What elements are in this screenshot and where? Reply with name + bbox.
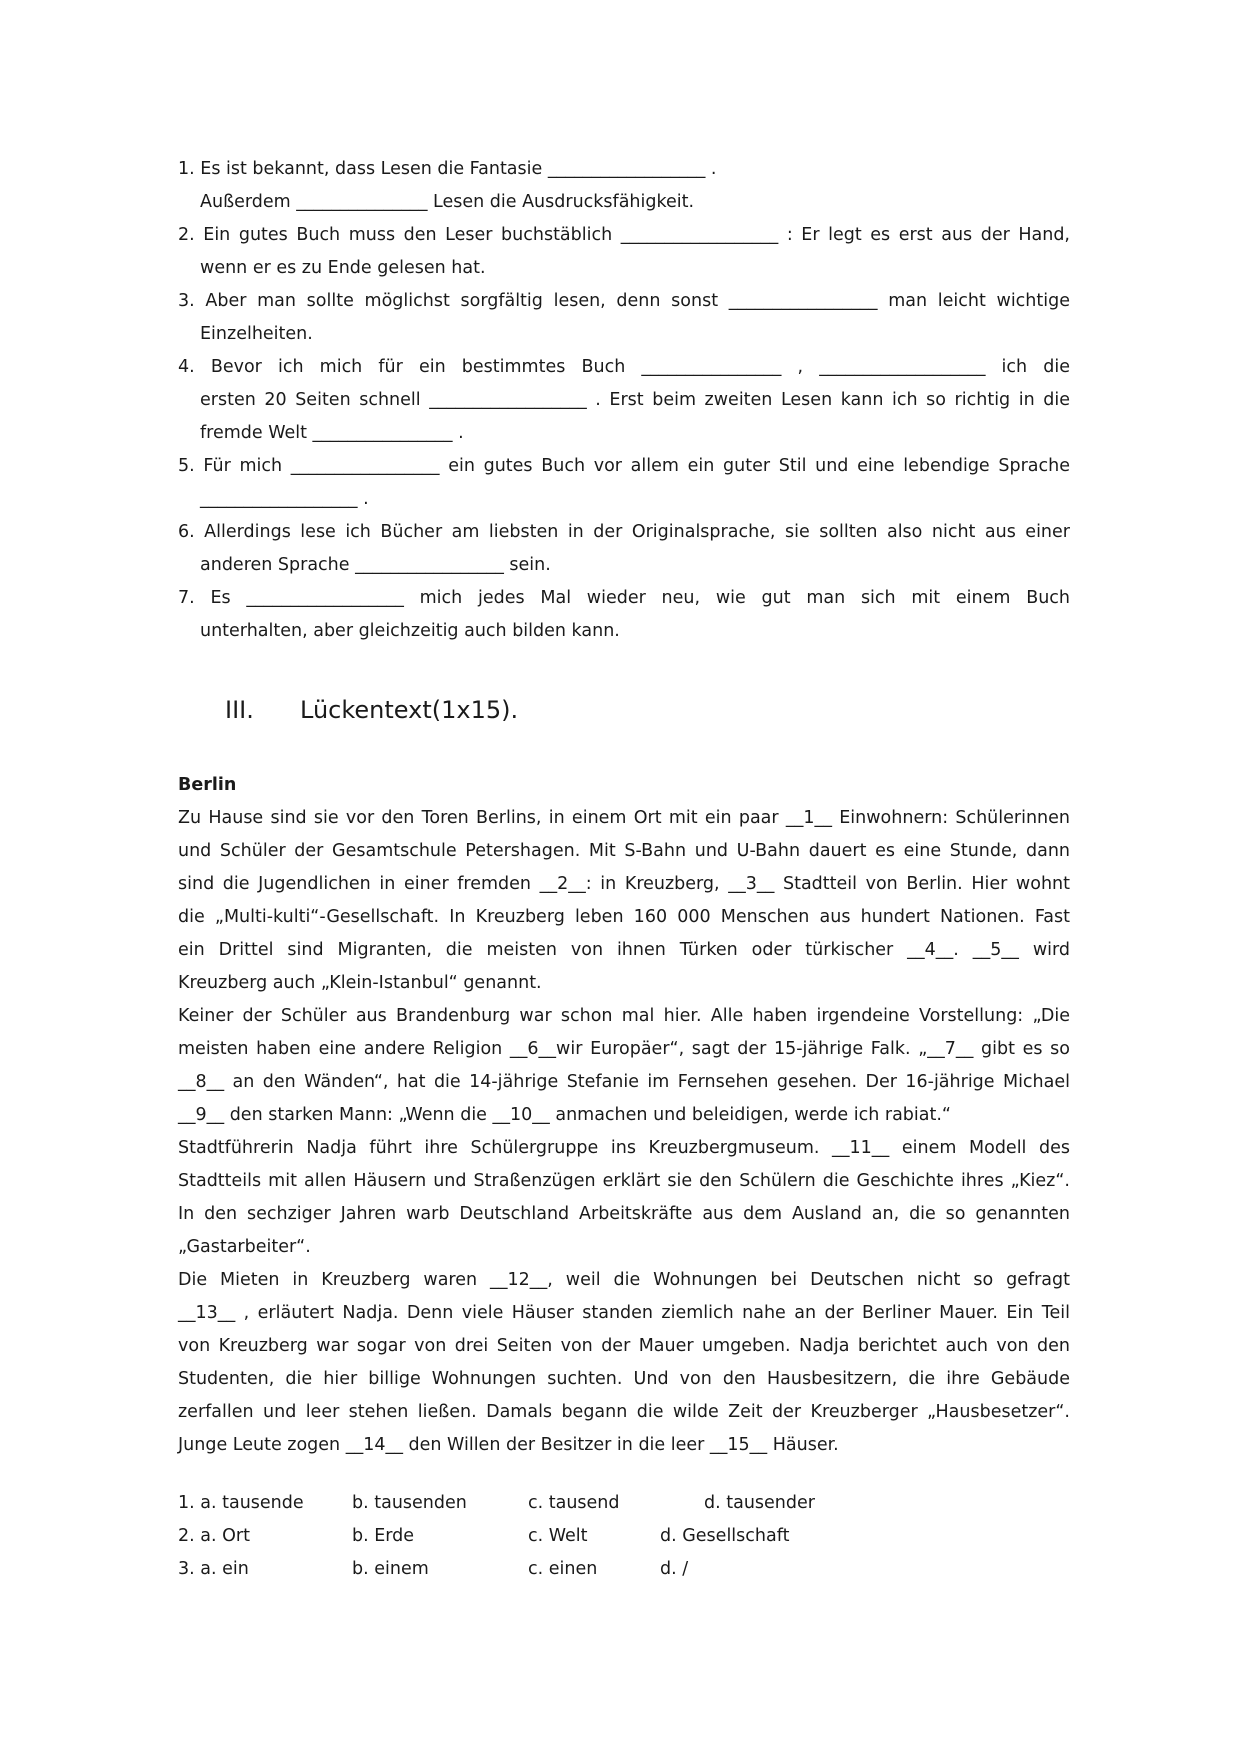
exercise-line: 7. Es __________________ mich jedes Mal wieder neu, wie gut man sich mit einem Buch — [178, 588, 1070, 608]
text-line: ein Drittel sind Migranten, die meisten von ihnen Türken oder türkischer __4__. __5__ wird — [178, 940, 1070, 960]
text-line: In den sechziger Jahren warb Deutschland Arbeitskräfte aus dem Ausland an, die so genannten — [178, 1204, 1070, 1224]
text-line: Stadtführerin Nadja führt ihre Schülergruppe ins Kreuzbergmuseum. __11__ einem Modell des — [178, 1138, 1070, 1158]
text-line: Stadtteils mit allen Häusern und Straßenzügen erklärt sie den Schülern die Geschichte ihres „Kiez“. — [178, 1171, 1070, 1191]
text-line: __13__ , erläutert Nadja. Denn viele Häuser standen ziemlich nahe an der Berliner Mauer. Ein Teil — [178, 1303, 1070, 1323]
text-line: Zu Hause sind sie vor den Toren Berlins, in einem Ort mit ein paar __1__ Einwohnern: Schülerinnen — [178, 808, 1070, 828]
text-line: zerfallen und leer stehen ließen. Damals begann die wilde Zeit der Kreuzberger „Hausbesetzer“. — [178, 1402, 1070, 1422]
option-a: 3. a. ein — [178, 1559, 249, 1579]
text-line: __9__ den starken Mann: „Wenn die __10__ anmachen und beleidigen, werde ich rabiat.“ — [178, 1105, 951, 1125]
exercise-line: Außerdem _______________ Lesen die Ausdrucksfähigkeit. — [200, 192, 695, 212]
option-b: b. tausenden — [352, 1493, 467, 1513]
text-line: Studenten, die hier billige Wohnungen suchten. Und von den Hausbesitzern, die ihre Gebäude — [178, 1369, 1070, 1389]
text-line: meisten haben eine andere Religion __6__wir Europäer“, sagt der 15-jährige Falk. „__7__ gibt es so — [178, 1039, 1070, 1059]
option-d: d. tausender — [704, 1493, 815, 1513]
text-line: von Kreuzberg war sogar von drei Seiten von der Mauer umgeben. Nadja berichtet auch von den — [178, 1336, 1070, 1356]
exercise-line: 3. Aber man sollte möglichst sorgfältig lesen, denn sonst _________________ man leicht wichtige — [178, 291, 1070, 311]
text-line: und Schüler der Gesamtschule Petershagen. Mit S-Bahn und U-Bahn dauert es eine Stunde, dann — [178, 841, 1070, 861]
exercise-line: __________________ . — [200, 489, 369, 509]
text-line: die „Multi-kulti“-Gesellschaft. In Kreuzberg leben 160 000 Menschen aus hundert Nationen. Fast — [178, 907, 1070, 927]
exercise-line: unterhalten, aber gleichzeitig auch bilden kann. — [200, 621, 620, 641]
option-c: c. Welt — [528, 1526, 588, 1546]
section-heading — [225, 690, 518, 730]
text-line: Die Mieten in Kreuzberg waren __12__, weil die Wohnungen bei Deutschen nicht so gefragt — [178, 1270, 1070, 1290]
text-line: Keiner der Schüler aus Brandenburg war schon mal hier. Alle haben irgendeine Vorstellung: „Die — [178, 1006, 1070, 1026]
exercise-line: 5. Für mich _________________ ein gutes Buch vor allem ein guter Stil und eine lebendige Sprache — [178, 456, 1070, 476]
exercise-line: ersten 20 Seiten schnell __________________ . Erst beim zweiten Lesen kann ich so richtig in die — [200, 390, 1070, 410]
exercise-line: Einzelheiten. — [200, 324, 313, 344]
option-b: b. Erde — [352, 1526, 415, 1546]
text-line: sind die Jugendlichen in einer fremden __2__: in Kreuzberg, __3__ Stadtteil von Berlin. Hier wohnt — [178, 874, 1070, 894]
text-line: __8__ an den Wänden“, hat die 14-jährige Stefanie im Fernsehen gesehen. Der 16-jährige Michael — [178, 1072, 1070, 1092]
option-b: b. einem — [352, 1559, 429, 1579]
option-c: c. tausend — [528, 1493, 620, 1513]
exercise-2-list — [178, 153, 1070, 648]
exercise-line: anderen Sprache _________________ sein. — [200, 555, 551, 575]
option-c: c. einen — [528, 1559, 598, 1579]
exercise-line: fremde Welt ________________ . — [200, 423, 464, 443]
exercise-line: 6. Allerdings lese ich Bücher am liebsten in der Originalsprache, sie sollten also nicht aus einer — [178, 522, 1070, 542]
exercise-line: wenn er es zu Ende gelesen hat. — [200, 258, 486, 278]
option-d: d. / — [660, 1559, 689, 1579]
text-line: Kreuzberg auch „Klein-Istanbul“ genannt. — [178, 973, 542, 993]
option-a: 1. a. tausende — [178, 1493, 304, 1513]
text-title: Berlin — [178, 775, 237, 795]
option-a: 2. a. Ort — [178, 1526, 250, 1546]
text-line: Junge Leute zogen __14__ den Willen der Besitzer in die leer __15__ Häuser. — [178, 1435, 839, 1455]
cloze-text — [178, 769, 1070, 1462]
text-line: „Gastarbeiter“. — [178, 1237, 311, 1257]
exercise-line: 2. Ein gutes Buch muss den Leser buchstäblich __________________ : Er legt es erst aus der Hand, — [178, 225, 1070, 245]
section-number: III. — [225, 696, 254, 724]
option-d: d. Gesellschaft — [660, 1526, 790, 1546]
section-title: Lückentext(1x15). — [300, 696, 519, 724]
exercise-line: 4. Bevor ich mich für ein bestimmtes Buch ________________ , ___________________ ich die — [178, 357, 1070, 377]
exercise-line: 1. Es ist bekannt, dass Lesen die Fantasie __________________ . — [178, 159, 717, 179]
